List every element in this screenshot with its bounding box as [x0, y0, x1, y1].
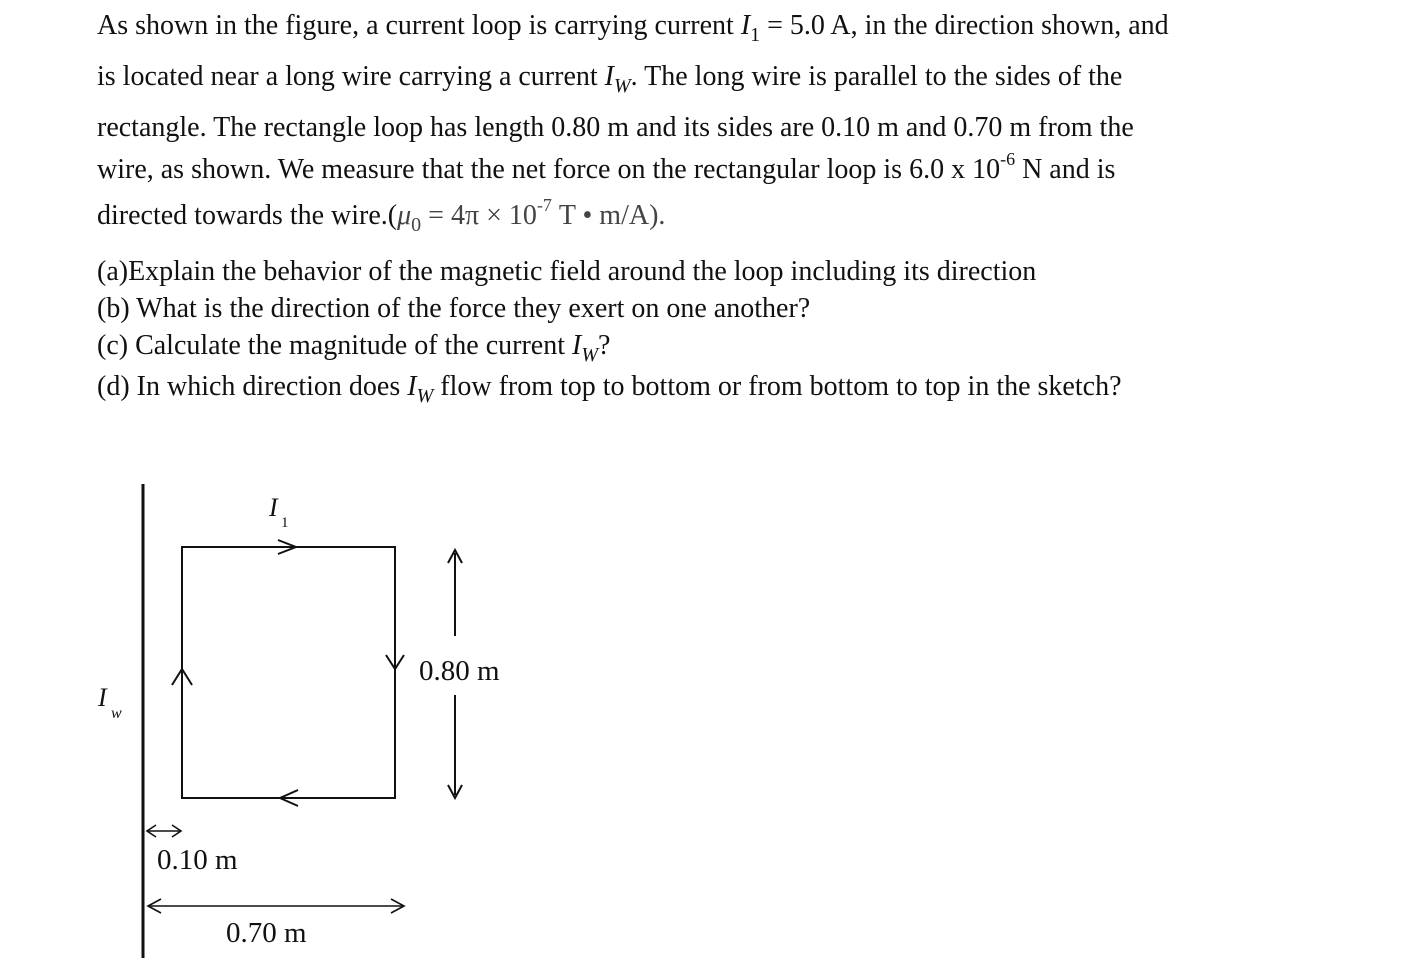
line3-text: rectangle. The rectangle loop has length 0.80 m and its sides are 0.10 m and 0.70 m from the: [97, 112, 1134, 143]
question-c-text-a: (c) Calculate the magnitude of the current: [97, 330, 573, 361]
line4-text-a: wire, as shown. We measure that the net force on the rectangular loop is 6.0 x 10: [97, 154, 1001, 185]
line2-text-a: is located near a long wire carrying a current: [97, 61, 605, 92]
far-distance-label: 0.70 m: [226, 917, 307, 949]
line5-text-b: = 4π × 10: [421, 200, 537, 231]
line2-text-b: . The long wire is parallel to the sides of the: [630, 61, 1123, 92]
iw-subscript: w: [111, 705, 122, 722]
current-i1-symbol: I: [740, 10, 751, 41]
line5-text-a: directed towards the wire.(: [97, 200, 398, 231]
question-a-text: (a)Explain the behavior of the magnetic field around the loop including its direction: [97, 256, 1037, 287]
current-iw-subscript: W: [613, 75, 631, 97]
question-d-text-a: (d) In which direction does: [97, 371, 408, 402]
iw-label: I: [98, 683, 107, 712]
current-iw-symbol: I: [604, 61, 614, 92]
current-i1-subscript: 1: [750, 24, 761, 46]
line4-text-b: N and is: [1015, 154, 1116, 185]
near-distance-label: 0.10 m: [157, 844, 238, 876]
line1-text-a: As shown in the figure, a current loop is carrying current: [97, 10, 741, 41]
mu-subscript: 0: [411, 214, 422, 236]
line1-text-b: = 5.0 A, in the direction shown, and: [760, 10, 1169, 41]
force-exponent: -6: [1000, 149, 1016, 169]
mu-exponent: -7: [536, 195, 552, 215]
length-label: 0.80 m: [419, 655, 500, 687]
question-d-text-b: flow from top to bottom or from bottom to top in the sketch?: [433, 371, 1122, 402]
mu-symbol: μ: [397, 200, 412, 231]
question-d-iw-subscript: W: [416, 385, 434, 407]
current-loop: [182, 547, 395, 798]
line5-text-c: T • m/A).: [551, 200, 666, 231]
question-c-iw-subscript: W: [581, 344, 599, 366]
i1-subscript: 1: [281, 515, 289, 531]
question-c-iw-symbol: I: [572, 330, 582, 361]
i1-label: I: [269, 493, 278, 522]
question-b-text: (b) What is the direction of the force they exert on one another?: [97, 293, 811, 324]
question-d-iw-symbol: I: [407, 371, 417, 402]
question-c-text-b: ?: [598, 330, 611, 361]
